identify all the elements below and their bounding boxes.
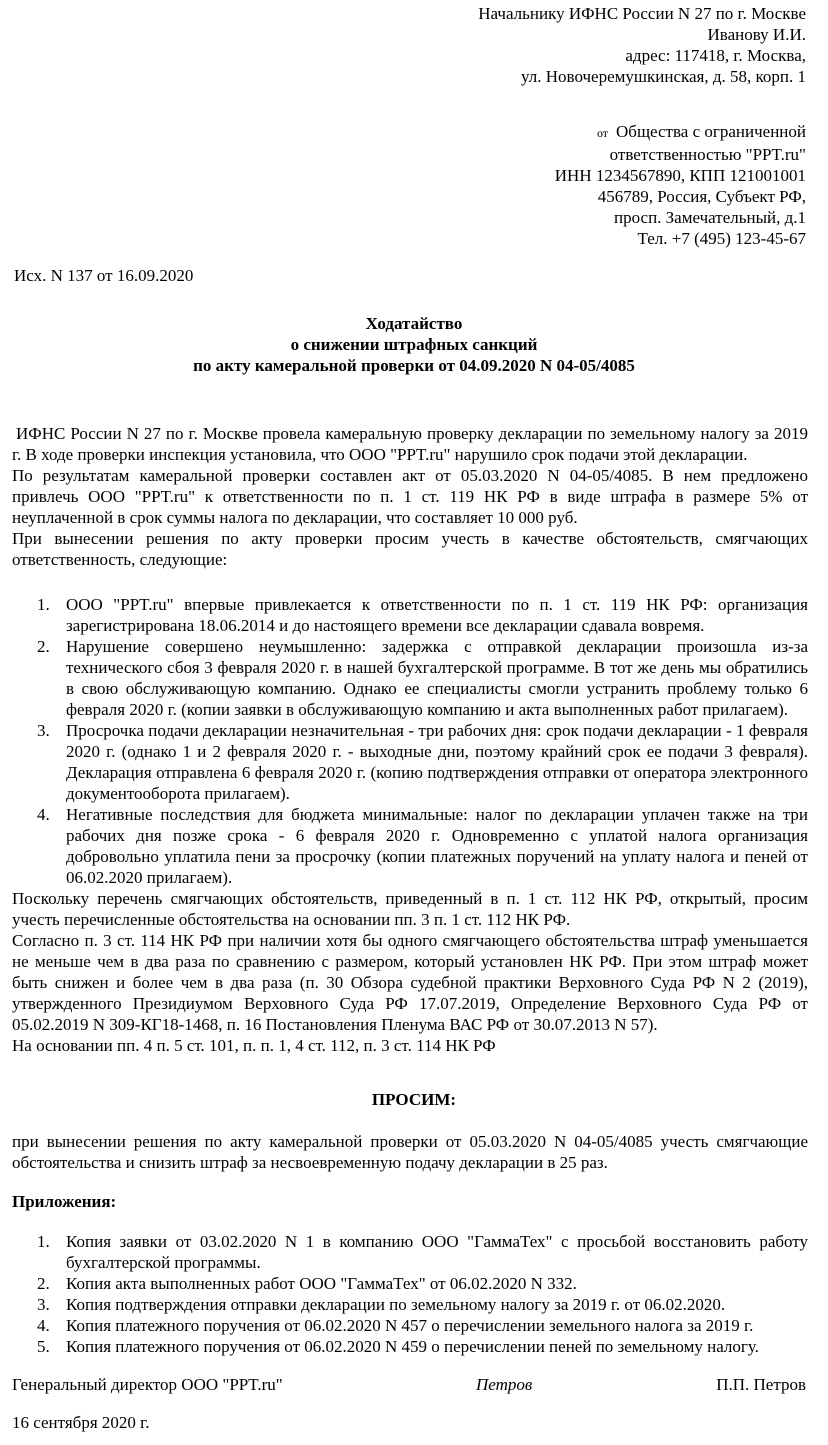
list-number: 1. [37,595,50,614]
list-item-text: Просрочка подачи декларации незначительная - три рабочих дня: срок подачи декларации - 1 февраля 2020 г. (однако 1 и 2 февраля 2020 г. - выходные дни, поэтому крайний срок ее подачи 3 февраля). Декларация отправлена 6 февраля 2020 г. (копию подтверждения отправки от оператора электронного документооборота прилагаем). [66,721,808,803]
list-item [12,594,808,636]
list-item-text: Копия акта выполненных работ ООО "ГаммаТех" от 06.02.2020 N 332. [66,1274,577,1293]
list-item [12,1273,808,1294]
sender-line: 456789, Россия, Субъект РФ, [597,187,806,206]
body-paragraph: Согласно п. 3 ст. 114 НК РФ при наличии хотя бы одного смягчающего обстоятельства штраф уменьшается не меньше чем в два раза по сравнению с размером, который установлен НК РФ. При этом штраф может быть снижен и более чем в два раза (п. 30 Обзора судебной практики Верховного Суда РФ N 2 (2019), утвержденного Президиумом Верховного Суда РФ 17.07.2019, Определение Верховного Суда РФ от 05.02.2019 N 309-КГ18-1468, п. 16 Постановления Пленума ВАС РФ от 30.07.2013 N 57). [12,931,808,1034]
list-item [12,1315,808,1336]
body-paragraph: ИФНС России N 27 по г. Москве провела камеральную проверку декларации по земельному налогу за 2019 г. В ходе проверки инспекция установила, что ООО "PPT.ru" нарушило срок подачи этой декларации. [12,424,808,464]
addressee-line: Начальнику ИФНС России N 27 по г. Москве [478,4,806,23]
title-line: по акту камеральной проверки от 04.09.2020 N 04-05/4085 [193,356,635,375]
signatory-name: П.П. Петров [716,1375,806,1394]
list-item [12,1231,808,1273]
outgoing-reference: Исх. N 137 от 16.09.2020 [14,266,194,285]
document-body [12,423,808,1056]
body-paragraph: На основании пп. 4 п. 5 ст. 101, п. п. 1, 4 ст. 112, п. 3 ст. 114 НК РФ [12,1036,496,1055]
list-item [12,804,808,888]
list-item-text: ООО "PPT.ru" впервые привлекается к ответственности по п. 1 ст. 119 НК РФ: организация зарегистрирована 18.06.2014 и до настоящего времени все декларации сдавала вовремя. [66,595,808,635]
list-item-text: Негативные последствия для бюджета минимальные: налог по декларации уплачен также на три рабочих дня позже срока - 6 февраля 2020 г. Одновременно с уплатой налога организация добровольно уплатила пени за просрочку (копии платежных поручений на уплату налога и пеней от 06.02.2020 прилагаем). [66,805,808,887]
body-paragraph: По результатам камеральной проверки составлен акт от 05.03.2020 N 04-05/4085. В нем предложено привлечь ООО "PPT.ru" к ответственности по п. 1 ст. 119 НК РФ в виде штрафа в размере 5% от неуплаченной в срок суммы налога по декларации, что составляет 10 000 руб. [12,466,808,527]
request-text: при вынесении решения по акту камеральной проверки от 05.03.2020 N 04-05/4085 учесть смягчающие обстоятельства и снизить штраф за несвоевременную подачу декларации в 25 раз. [12,1132,808,1172]
annexes-heading: Приложения: [12,1192,117,1211]
addressee-line: ул. Новочеремушкинская, д. 58, корп. 1 [521,67,806,86]
from-label: от [596,126,609,140]
title-line: о снижении штрафных санкций [290,335,538,354]
list-number: 3. [37,721,50,740]
list-item-text: Копия платежного поручения от 06.02.2020 N 457 о перечислении земельного налога за 2019 г. [66,1316,754,1335]
document-date: 16 сентября 2020 г. [12,1413,150,1432]
sender-line-text: Общества с ограниченной [616,122,806,141]
list-item [12,720,808,804]
list-item-text: Копия заявки от 03.02.2020 N 1 в компанию ООО "ГаммаТех" с просьбой восстановить работу бухгалтерской программы. [66,1232,808,1272]
list-item [12,636,808,720]
list-number: 1. [37,1232,50,1251]
sender-line: ИНН 1234567890, КПП 121001001 [554,166,806,185]
list-number: 5. [37,1337,50,1356]
signatory-position: Генеральный директор ООО "PPT.ru" [12,1375,283,1394]
request-heading: ПРОСИМ: [371,1090,457,1109]
list-number: 4. [37,805,50,824]
list-number: 4. [37,1316,50,1335]
list-item-text: Копия платежного поручения от 06.02.2020 N 459 о перечислении пеней по земельному налогу. [66,1337,759,1356]
list-number: 3. [37,1295,50,1314]
sender-line [555,121,806,144]
addressee-block [478,3,806,87]
sender-line: ответственностью "PPT.ru" [609,145,806,164]
signature: Петров [476,1375,533,1394]
document-title [0,313,828,376]
list-number: 2. [37,1274,50,1293]
annexes-list [12,1231,808,1357]
sender-line: Тел. +7 (495) 123-45-67 [637,229,806,248]
sender-line: просп. Замечательный, д.1 [614,208,806,227]
addressee-line: адрес: 117418, г. Москва, [625,46,806,65]
body-paragraph: При вынесении решения по акту проверки просим учесть в качестве обстоятельств, смягчающих ответственность, следующие: [12,529,808,569]
list-item-text: Копия подтверждения отправки декларации по земельному налогу за 2019 г. от 06.02.2020. [66,1295,726,1314]
list-number: 2. [37,637,50,656]
sender-block [555,121,806,249]
body-paragraph: Поскольку перечень смягчающих обстоятельств, приведенный в п. 1 ст. 112 НК РФ, открытый, просим учесть перечисленные обстоятельства на основании пп. 3 п. 1 ст. 112 НК РФ. [12,889,808,929]
circumstances-list [12,594,808,888]
list-item-text: Нарушение совершено неумышленно: задержка с отправкой декларации произошла из-за технического сбоя 3 февраля 2020 г. в нашей бухгалтерской программе. В тот же день мы обратились в свою обслуживающую компанию. Однако ее специалисты смогли устранить проблему только 6 февраля 2020 г. (копии заявки в обслуживающую компанию и акта выполненных работ прилагаем). [66,637,808,719]
title-line: Ходатайство [365,314,463,333]
list-item [12,1294,808,1315]
list-item [12,1336,808,1357]
addressee-line: Иванову И.И. [707,25,806,44]
